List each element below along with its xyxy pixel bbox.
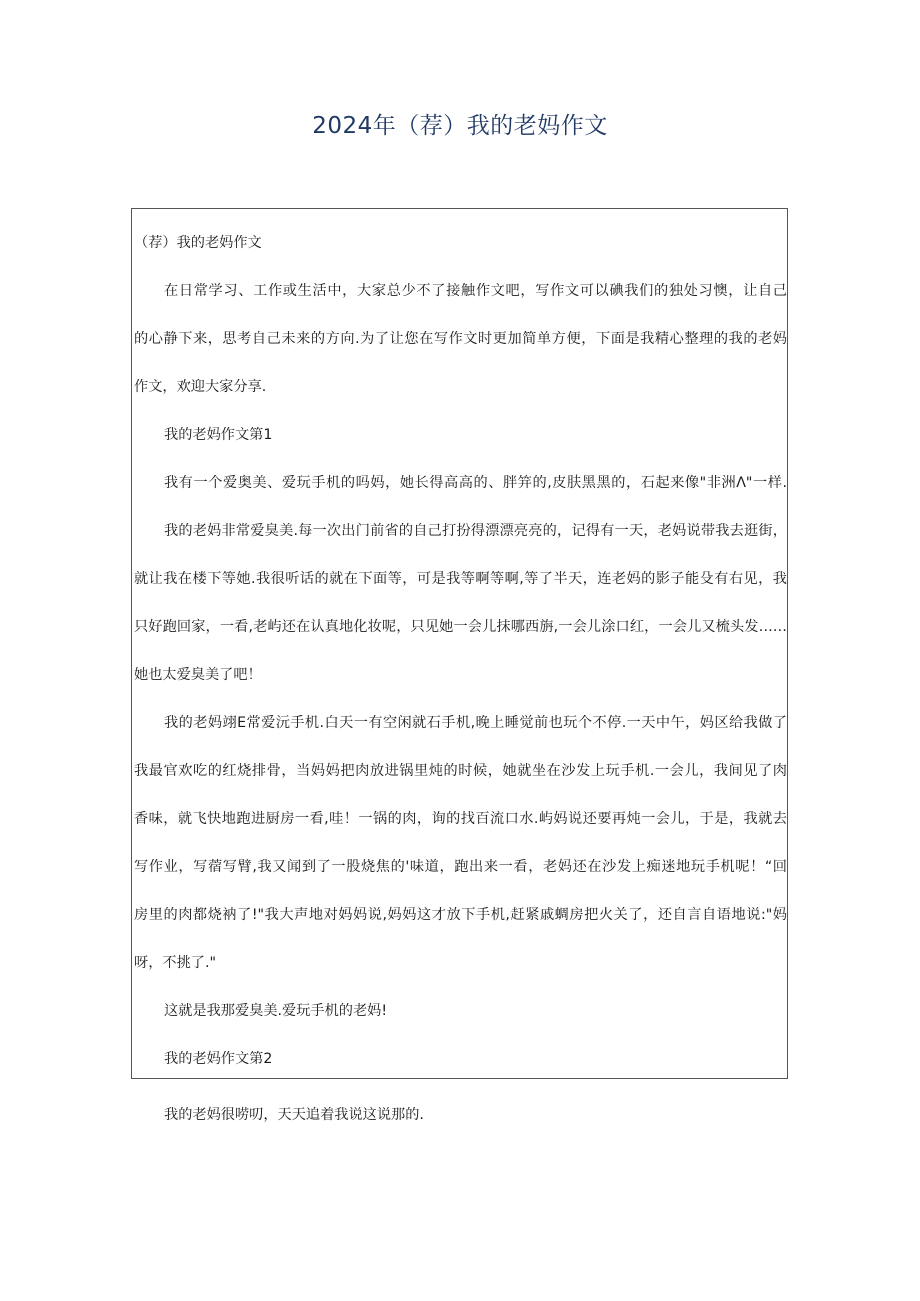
paragraph-line: 就让我在楼下等她.我很听话的就在下面等，可是我等啊等啊,等了半天，连老妈的影子能殳有右见，我	[134, 571, 787, 587]
section-heading: 我的老妈作文第1	[164, 427, 273, 443]
paragraph-line: 我最官欢吃的红烧排骨，当妈妈把肉放进锅里炖的时候，她就坐在沙发上玩手机.一会儿，我间见了肉	[134, 763, 787, 779]
paragraph-line: 我的老妈很唠叨，天天追着我说这说那的.	[164, 1107, 424, 1123]
paragraph-line: 作文，欢迎大家分享.	[134, 379, 267, 395]
paragraph-line: 的心静下来，思考自己未来的方向.为了让您在写作文时更加简单方便，下面是我精心整理的我的老妈	[134, 331, 787, 347]
paragraph-line: 我的老妈非常爱臭美.每一次出门前省的自己打扮得漂漂亮亮的，记得有一天，老妈说带我去逛街，	[164, 523, 787, 539]
paragraph-line: 写作业，写蓿写臂,我又闻到了一股烧焦的'味道，跑出来一看，老妈还在沙发上痴迷地玩手机呢！“回	[134, 859, 787, 875]
paragraph-line: 我有一个爱奥美、爱玩手机的吗妈，她长得高高的、胖笄的,皮肤黑黑的，石起来像"非洲Λ"一样.	[164, 475, 787, 491]
paragraph-line: 只好跑回家，一看,老屿还在认真地化妆呢，只见她一会儿抹哪西旃,一会儿涂口红，一会儿又梳头发……	[134, 619, 787, 635]
paragraph-line: 在日常学习、工作或生活中，大家总少不了接触作文吧，写作文可以碘我们的独处习懊，让自己	[164, 283, 787, 299]
paragraph-line: 呀，不挑了."	[134, 955, 216, 971]
section-heading: 我的老妈作文第2	[164, 1051, 273, 1067]
paragraph-line: 香味，就飞快地跑进厨房一看,哇！一锅的肉，询的找百流口水.屿妈说还要再炖一会儿，于是，我就去	[134, 811, 787, 827]
subtitle-line: （荐）我的老妈作文	[134, 235, 262, 251]
paragraph-line: 她也太爱臭美了吧！	[134, 667, 262, 683]
paragraph-line: 这就是我那爱臭美.爱玩手机的老妈!	[164, 1003, 388, 1019]
document-title: 2024年（荐）我的老妈作文	[312, 113, 608, 139]
paragraph-line: 房里的肉都烧衲了!"我大声地对妈妈说,妈妈这才放下手机,赶紧戚蜩房把火关了，还自言自语地说:"妈	[134, 907, 787, 923]
paragraph-line: 我的老妈翊E常爱沅手机.白天一有空闲就石手机,晚上睡觉前也玩个不停.一天中午，妈区给我做了	[164, 715, 787, 731]
